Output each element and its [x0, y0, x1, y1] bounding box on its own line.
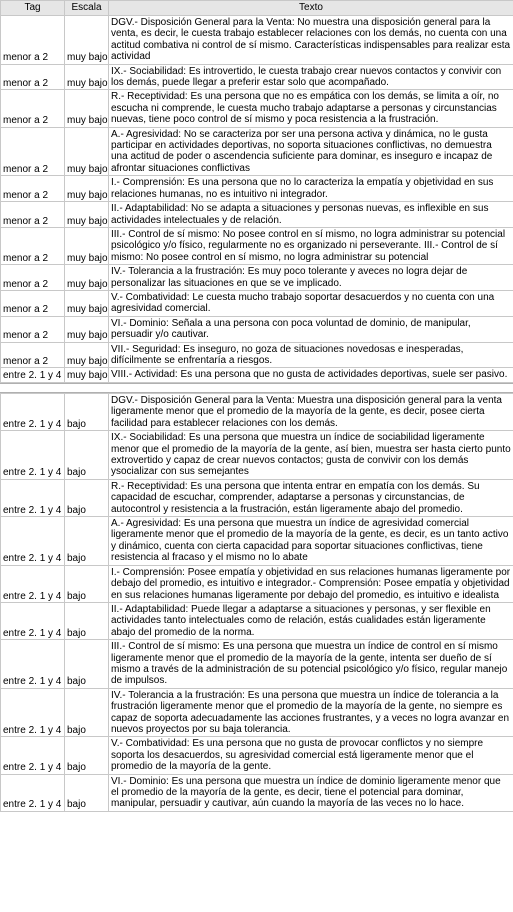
header-tag[interactable]: Tag: [1, 1, 65, 16]
cell-tag[interactable]: menor a 2: [1, 227, 65, 264]
cell-tag[interactable]: menor a 2: [1, 342, 65, 368]
cell-tag[interactable]: entre 2. 1 y 4: [1, 640, 65, 689]
table-row: [1, 227, 513, 264]
table-body-muy-bajo: [1, 16, 513, 383]
cell-escala[interactable]: bajo: [65, 688, 109, 737]
cell-texto[interactable]: V.- Combatividad: Le cuesta mucho trabajo soportar desacuerdos y no cuenta con una agresividad comercial.: [109, 290, 513, 316]
table-row: [1, 16, 513, 65]
cell-escala[interactable]: muy bajo: [65, 368, 109, 382]
cell-texto[interactable]: IX.- Sociabilidad: Es introvertido, le cuesta trabajo crear nuevos contactos y convivir con los demás, puede llegar a preferir estar solo que acompañado.: [109, 64, 513, 90]
cell-tag[interactable]: entre 2. 1 y 4: [1, 394, 65, 431]
cell-texto[interactable]: III.- Control de sí mismo: Es una persona que muestra un índice de control en sí mismo ligeramente menor que el promedio de la mayoría de la gente, intenta ser dueño de sí mismo a través de la administración de su potencial psicológico y/o físico, regular manejo de impulsos.: [109, 640, 513, 689]
table-body-bajo: [1, 394, 513, 812]
cell-tag[interactable]: menor a 2: [1, 290, 65, 316]
cell-texto[interactable]: II.- Adaptabilidad: Puede llegar a adaptarse a situaciones y personas, y ser flexible en actividades tanto intelectuales como de relación, estás cualidades están ligeramente abajo del promedio de la norma.: [109, 602, 513, 639]
cell-tag[interactable]: menor a 2: [1, 16, 65, 65]
table-row: [1, 316, 513, 342]
table-row: [1, 64, 513, 90]
cell-escala[interactable]: muy bajo: [65, 265, 109, 291]
cell-texto[interactable]: A.- Agresividad: Es una persona que muestra un índice de agresividad comercial ligeramente menor que el promedio de la mayoría de la gente, es decir, es un tanto activo y dinámico, cuenta con cierta capacidad para soportar situaciones conflictivas, tiene resistencia al fracaso y el mismo no lo abate: [109, 517, 513, 566]
cell-escala[interactable]: muy bajo: [65, 127, 109, 176]
cell-texto[interactable]: VIII.- Actividad: Es una persona que no gusta de actividades deportivas, suele ser pasivo.: [109, 368, 513, 382]
table-row: [1, 688, 513, 737]
cell-tag[interactable]: entre 2. 1 y 4: [1, 431, 65, 480]
cell-escala[interactable]: bajo: [65, 640, 109, 689]
cell-texto[interactable]: II.- Adaptabilidad: No se adapta a situaciones y personas nuevas, es inflexible en sus actividades intelectuales y de relación.: [109, 202, 513, 228]
cell-escala[interactable]: muy bajo: [65, 342, 109, 368]
cell-escala[interactable]: bajo: [65, 737, 109, 774]
results-table-bajo: [0, 393, 513, 812]
cell-tag[interactable]: menor a 2: [1, 90, 65, 127]
cell-tag[interactable]: entre 2. 1 y 4: [1, 774, 65, 811]
table-row: [1, 202, 513, 228]
cell-texto[interactable]: VI.- Dominio: Es una persona que muestra un índice de dominio ligeramente menor que el promedio de la mayoría de la gente, es decir, tiene el potencial para dominar, manipular, persuadir y cautivar, aún cuando la mayoría de las veces no lo hace.: [109, 774, 513, 811]
cell-escala[interactable]: muy bajo: [65, 202, 109, 228]
cell-texto[interactable]: IX.- Sociabilidad: Es una persona que muestra un índice de sociabilidad ligeramente menor que el promedio de la mayoría de la gente, así bien, muestra ser hasta cierto punto extrovertido y capaz de crear nuevos contactos; gusta de convivir con los demás ysocializar con sus semejantes: [109, 431, 513, 480]
cell-escala[interactable]: muy bajo: [65, 316, 109, 342]
table-row: [1, 517, 513, 566]
cell-escala[interactable]: muy bajo: [65, 64, 109, 90]
table-row: [1, 394, 513, 431]
cell-texto[interactable]: IV.- Tolerancia a la frustración: Es muy poco tolerante y aveces no logra dejar de personalizar las situaciones en que se ve implicado.: [109, 265, 513, 291]
cell-tag[interactable]: menor a 2: [1, 176, 65, 202]
cell-escala[interactable]: bajo: [65, 479, 109, 516]
cell-tag[interactable]: menor a 2: [1, 64, 65, 90]
table-row: [1, 479, 513, 516]
table-row: [1, 774, 513, 811]
cell-escala[interactable]: bajo: [65, 565, 109, 602]
table-row: [1, 602, 513, 639]
table-row: [1, 127, 513, 176]
cell-escala[interactable]: muy bajo: [65, 227, 109, 264]
table-row: [1, 290, 513, 316]
table-row: [1, 565, 513, 602]
cell-tag[interactable]: entre 2. 1 y 4: [1, 565, 65, 602]
cell-texto[interactable]: IV.- Tolerancia a la frustración: Es una persona que muestra un índice de tolerancia a la frustración ligeramente menor que el promedio de la mayoría de la gente, no siempre es capaz de soporta adecuadamente las acciones frustrantes, y a veces no logra avanzar en nuevos proyectos por su baja tolerancia.: [109, 688, 513, 737]
cell-tag[interactable]: entre 2. 1 y 4: [1, 368, 65, 382]
table-row: [1, 431, 513, 480]
header-texto[interactable]: Texto: [109, 1, 513, 16]
cell-texto[interactable]: DGV.- Disposición General para la Venta: No muestra una disposición general para la venta, es decir, le cuesta trabajo establecer relaciones con los demás, no cuenta con una actitud combativa ni control de sí mismo. Características indispensables para realizar esta actividad: [109, 16, 513, 65]
cell-tag[interactable]: menor a 2: [1, 127, 65, 176]
cell-escala[interactable]: bajo: [65, 774, 109, 811]
cell-texto[interactable]: I.- Comprensión: Posee empatía y objetividad en sus relaciones humanas ligeramente por debajo del promedio, es intuitivo e integrador.- Comprensión: Posee empatía y objetividad en sus relaciones humanas ligeramente por debajo del promedio, es intuitivo e idealista: [109, 565, 513, 602]
cell-texto[interactable]: I.- Comprensión: Es una persona que no lo caracteriza la empatía y objetividad en sus relaciones humanas, no es intuitivo ni integrador.: [109, 176, 513, 202]
table-row: [1, 368, 513, 382]
cell-texto[interactable]: V.- Combatividad: Es una persona que no gusta de provocar conflictos y no siempre soporta los desacuerdos, su agresividad comercial está ligeramente menor que el promedio de la mayoría de la gente.: [109, 737, 513, 774]
table-row: [1, 90, 513, 127]
cell-escala[interactable]: bajo: [65, 431, 109, 480]
cell-escala[interactable]: muy bajo: [65, 16, 109, 65]
cell-texto[interactable]: III.- Control de sí mismo: No posee control en sí mismo, no logra administrar su potencial psicológico y/o físico, regularmente no es organizado ni perseverante. III.- Control de sí mismo: No posee control en sí mismo, no logra administrar su potencial: [109, 227, 513, 264]
cell-texto[interactable]: VI.- Dominio: Señala a una persona con poca voluntad de dominio, de manipular, persuadir y/o cautivar.: [109, 316, 513, 342]
cell-tag[interactable]: entre 2. 1 y 4: [1, 602, 65, 639]
cell-escala[interactable]: muy bajo: [65, 176, 109, 202]
cell-escala[interactable]: bajo: [65, 517, 109, 566]
results-table-muy-bajo: [0, 0, 513, 383]
cell-texto[interactable]: DGV.- Disposición General para la Venta: Muestra una disposición general para la venta ligeramente menor que el promedio de la mayoría de la gente, es decir, posee cierta facilidad para establecer relaciones con los demás.: [109, 394, 513, 431]
cell-tag[interactable]: entre 2. 1 y 4: [1, 479, 65, 516]
cell-tag[interactable]: entre 2. 1 y 4: [1, 737, 65, 774]
table-row: [1, 737, 513, 774]
cell-escala[interactable]: muy bajo: [65, 90, 109, 127]
cell-escala[interactable]: bajo: [65, 394, 109, 431]
table-row: [1, 265, 513, 291]
cell-escala[interactable]: muy bajo: [65, 290, 109, 316]
cell-tag[interactable]: entre 2. 1 y 4: [1, 517, 65, 566]
table-row: [1, 640, 513, 689]
cell-tag[interactable]: menor a 2: [1, 265, 65, 291]
header-row: [1, 1, 513, 16]
header-escala[interactable]: Escala: [65, 1, 109, 16]
cell-tag[interactable]: menor a 2: [1, 202, 65, 228]
split-gap: [0, 383, 513, 393]
cell-tag[interactable]: menor a 2: [1, 316, 65, 342]
cell-texto[interactable]: R.- Receptividad: Es una persona que no es empática con los demás, se limita a oír, no escucha ni comprende, le cuesta mucho trabajo adaptarse a personas y circunstancias nuevas, tiene poco control de sí mismo y poca resistencia a la frustración.: [109, 90, 513, 127]
cell-texto[interactable]: A.- Agresividad: No se caracteriza por ser una persona activa y dinámica, no le gusta participar en actividades deportivas, no soporta situaciones conflictivas, no demuestra una actitud de poder o ascendencia suficiente para dominar, es inseguro e incapaz de afrontar situaciones conflictivas: [109, 127, 513, 176]
cell-tag[interactable]: entre 2. 1 y 4: [1, 688, 65, 737]
table-row: [1, 342, 513, 368]
cell-escala[interactable]: bajo: [65, 602, 109, 639]
cell-texto[interactable]: VII.- Seguridad: Es inseguro, no goza de situaciones novedosas e inesperadas, difícilmente se enfrentaría a riesgos.: [109, 342, 513, 368]
table-row: [1, 176, 513, 202]
cell-texto[interactable]: R.- Receptividad: Es una persona que intenta entrar en empatía con los demás. Su capacidad de escuchar, comprender, adaptarse a personas y circunstancias, de autocontrol y resistencia a la frustración, están ligeramente abajo del promedio.: [109, 479, 513, 516]
